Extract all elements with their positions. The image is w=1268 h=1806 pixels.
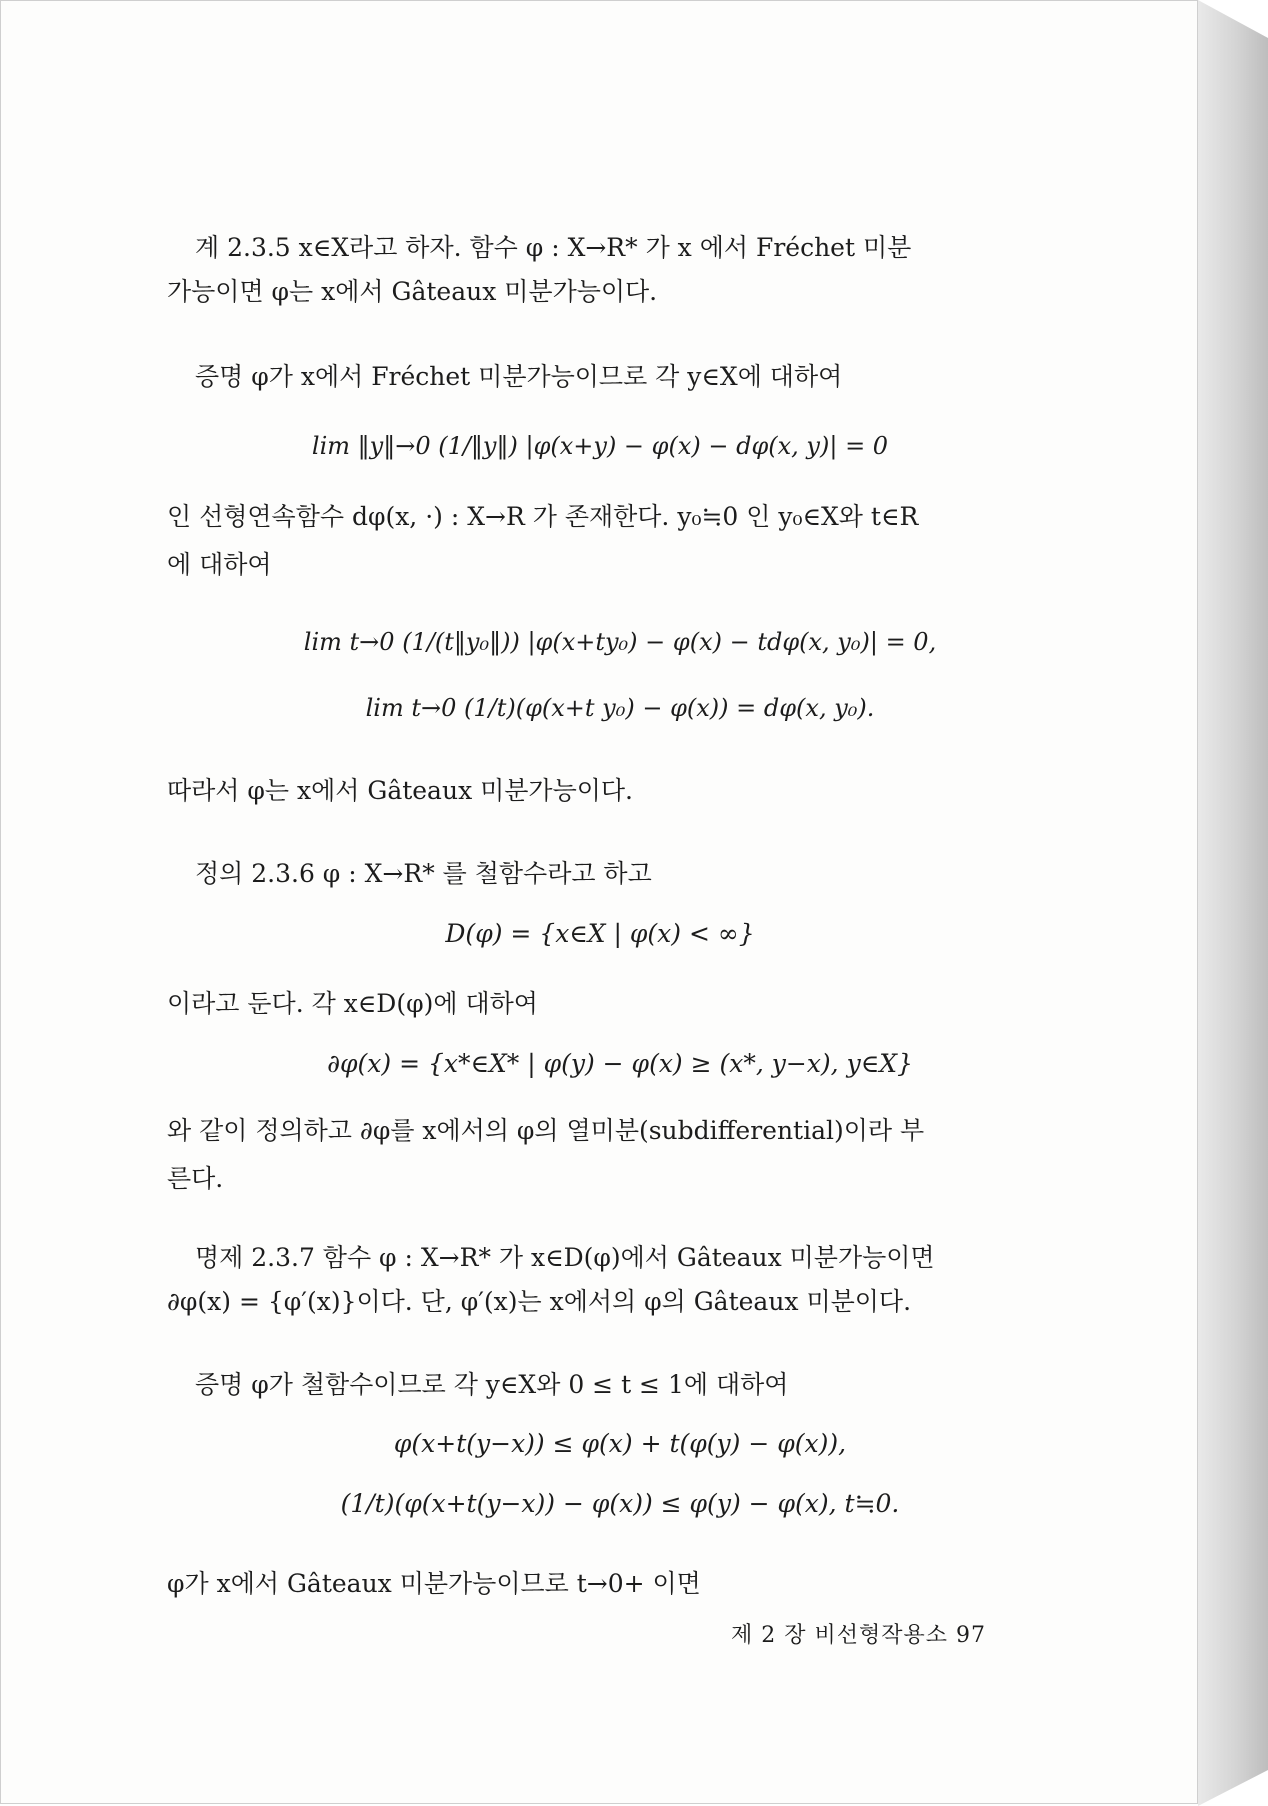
proof-1-line-2: 인 선형연속함수 dφ(x, ·) : X→R 가 존재한다. y₀≒0 인 y₀∈X와 t∈R xyxy=(167,502,919,531)
definition-2-3-6-line-1: 정의 2.3.6 φ : X→R* 를 철함수라고 하고 xyxy=(195,859,652,888)
equation-subdifferential: ∂φ(x) = {x*∈X* | φ(y) − φ(x) ≥ (x*, y−x), y∈X} xyxy=(327,1049,913,1078)
definition-2-3-6-line-3: 와 같이 정의하고 ∂φ를 x에서의 φ의 열미분(subdifferential)이라 부 xyxy=(167,1116,925,1145)
equation-gateaux-limit-1: lim t→0 (1/(t‖y₀‖)) |φ(x+ty₀) − φ(x) − tdφ(x, y₀)| = 0, xyxy=(303,628,937,656)
equation-domain: D(φ) = {x∈X | φ(x) < ∞} xyxy=(445,919,755,948)
proposition-2-3-7-line-1: 명제 2.3.7 함수 φ : X→R* 가 x∈D(φ)에서 Gâteaux 미분가능이면 xyxy=(195,1243,935,1272)
equation-gateaux-limit-2: lim t→0 (1/t)(φ(x+t y₀) − φ(x)) = dφ(x, y₀). xyxy=(365,694,875,722)
book-page-edge xyxy=(1198,0,1268,1806)
definition-2-3-6-line-4: 른다. xyxy=(167,1164,224,1193)
proof-1-line-3: 에 대하여 xyxy=(167,550,272,579)
equation-difference-quotient: (1/t)(φ(x+t(y−x)) − φ(x)) ≤ φ(y) − φ(x), t≒0. xyxy=(340,1489,900,1518)
equation-frechet-limit: lim ‖y‖→0 (1/‖y‖) |φ(x+y) − φ(x) − dφ(x, y)| = 0 xyxy=(311,432,889,460)
proof-1-line-1: 증명 φ가 x에서 Fréchet 미분가능이므로 각 y∈X에 대하여 xyxy=(195,362,843,391)
proposition-2-3-7-line-2: ∂φ(x) = {φ′(x)}이다. 단, φ′(x)는 x에서의 φ의 Gâteaux 미분이다. xyxy=(167,1287,912,1316)
page-footer: 제 2 장 비선형작용소 97 xyxy=(731,1623,986,1648)
proof-1-conclusion: 따라서 φ는 x에서 Gâteaux 미분가능이다. xyxy=(167,776,633,805)
proof-2-line-2: φ가 x에서 Gâteaux 미분가능이므로 t→0+ 이면 xyxy=(167,1569,701,1598)
proof-2-line-1: 증명 φ가 철함수이므로 각 y∈X와 0 ≤ t ≤ 1에 대하여 xyxy=(195,1370,789,1399)
example-2-3-5-line-2: 가능이면 φ는 x에서 Gâteaux 미분가능이다. xyxy=(167,277,658,306)
example-2-3-5-line-1: 계 2.3.5 x∈X라고 하자. 함수 φ : X→R* 가 x 에서 Fréchet 미분 xyxy=(195,233,912,262)
equation-convexity: φ(x+t(y−x)) ≤ φ(x) + t(φ(y) − φ(x)), xyxy=(393,1429,847,1458)
definition-2-3-6-line-2: 이라고 둔다. 각 x∈D(φ)에 대하여 xyxy=(167,989,538,1018)
